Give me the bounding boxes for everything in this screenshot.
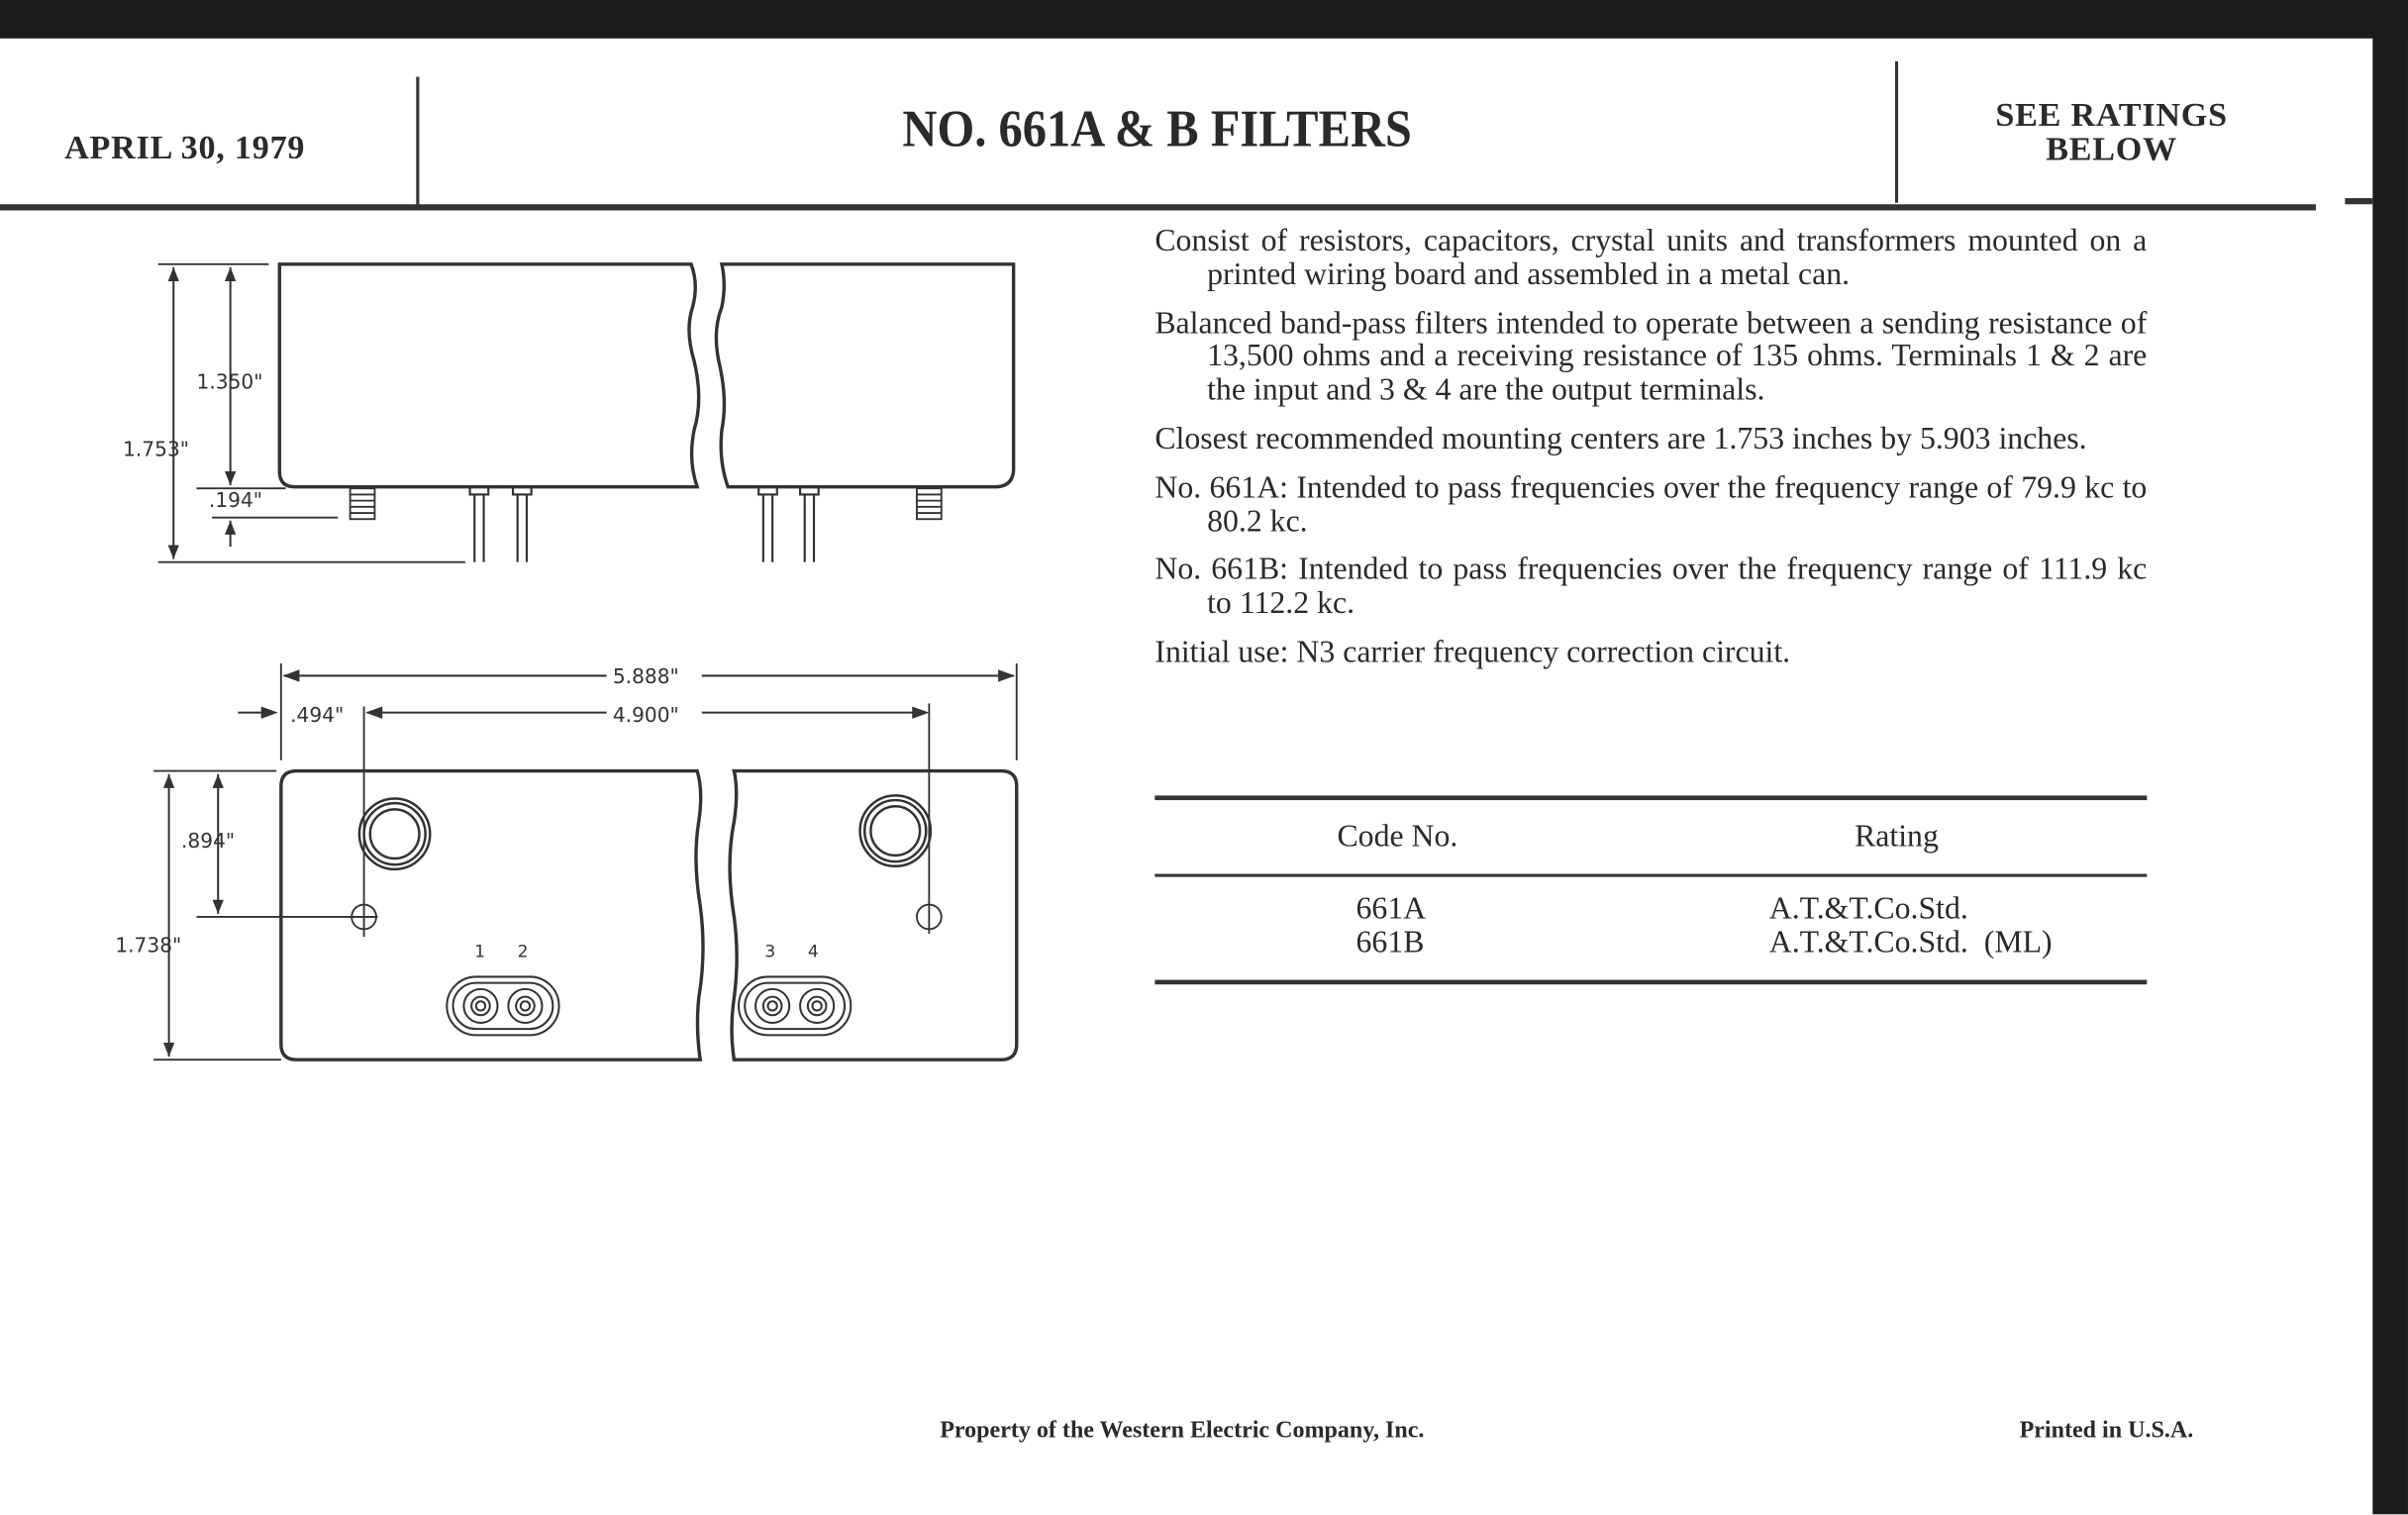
side-view (123, 264, 1014, 562)
header-rule-tick (2345, 198, 2372, 204)
footer-property: Property of the Western Electric Company, Inc. (940, 1417, 1425, 1444)
table-rule-mid (1154, 874, 2147, 877)
terminal-label-1: 1 (474, 942, 486, 962)
terminal-label-2: 2 (517, 942, 529, 962)
description-paragraph: Consist of resistors, capacitors, crystal units and transformers mounted on a printed wiring board and assembled in a metal can. (1154, 224, 2148, 292)
description-paragraph: No. 661A: Intended to pass frequencies over the frequency range of 79.9 kc to 80.2 kc. (1154, 470, 2148, 539)
can-base-right (730, 771, 1017, 1060)
table-rule-top (1154, 795, 2147, 800)
scan-border-right (2372, 0, 2408, 1514)
dim-label-can-height: 1.350" (196, 369, 263, 394)
date: APRIL 30, 1979 (64, 127, 306, 166)
threaded-stud-left (351, 488, 375, 519)
ratings-note (1958, 95, 2265, 168)
dim-label-mounting-centers: 4.900" (612, 702, 679, 727)
bottom-view (115, 663, 1016, 1060)
threaded-stud-right (917, 488, 942, 519)
page-title: NO. 661A & B FILTERS (902, 101, 1412, 158)
terminal-label-4: 4 (807, 942, 819, 962)
table-cell-code: 661A (1355, 892, 1427, 927)
table-cell-code: 661B (1355, 926, 1425, 960)
description-paragraph: Closest recommended mounting centers are 1.753 inches by 5.903 inches. (1154, 422, 2087, 456)
ratings-note-line2: BELOW (2046, 129, 2178, 168)
description-paragraph: No. 661B: Intended to pass frequencies over the frequency range of 111.9 kc to 112.2 kc. (1154, 553, 2148, 621)
dim-label-overall-height: 1.753" (123, 437, 190, 461)
dim-label-stud: .194" (208, 487, 263, 512)
terminal-pins (470, 487, 819, 562)
table-cell-rating: A.T.&T.Co.Std. (1768, 892, 1968, 927)
table-header-rating: Rating (1855, 820, 1939, 855)
table-rule-bottom (1154, 980, 2147, 985)
footer-printed: Printed in U.S.A. (2019, 1417, 2194, 1444)
description-paragraph: Balanced band-pass filters intended to operate between a sending resistance of 13,500 ohms and a receiving resistance of 135 ohms. Terminals 1 & 2 are the input and 3 & 4 are the output terminals. (1154, 306, 2148, 408)
terminal-socket-input (447, 976, 558, 1035)
table-cell-rating: A.T.&T.Co.Std. (ML) (1768, 926, 2053, 960)
ratings-note-line1: SEE RATINGS (1995, 95, 2228, 134)
extension-lines (158, 264, 465, 562)
header-divider-right (1895, 61, 1898, 203)
can-body-left (279, 264, 698, 487)
dimension-drawing (0, 0, 1075, 1106)
can-base-left (281, 771, 703, 1060)
can-body-right (716, 264, 1013, 487)
dim-label-edge-offset: .494" (290, 702, 345, 727)
dim-label-width: 1.738" (115, 933, 182, 958)
table-header-code: Code No. (1337, 820, 1458, 855)
mounting-hole-left (359, 799, 430, 869)
description-paragraph: Initial use: N3 carrier frequency correction circuit. (1154, 636, 1791, 670)
terminal-socket-output (739, 976, 851, 1035)
dim-label-overall-length: 5.888" (612, 664, 679, 689)
description (1154, 226, 2147, 686)
terminal-label-3: 3 (764, 942, 776, 962)
dim-label-hole-offset: .894" (181, 829, 236, 854)
mounting-hole-right (860, 795, 931, 865)
